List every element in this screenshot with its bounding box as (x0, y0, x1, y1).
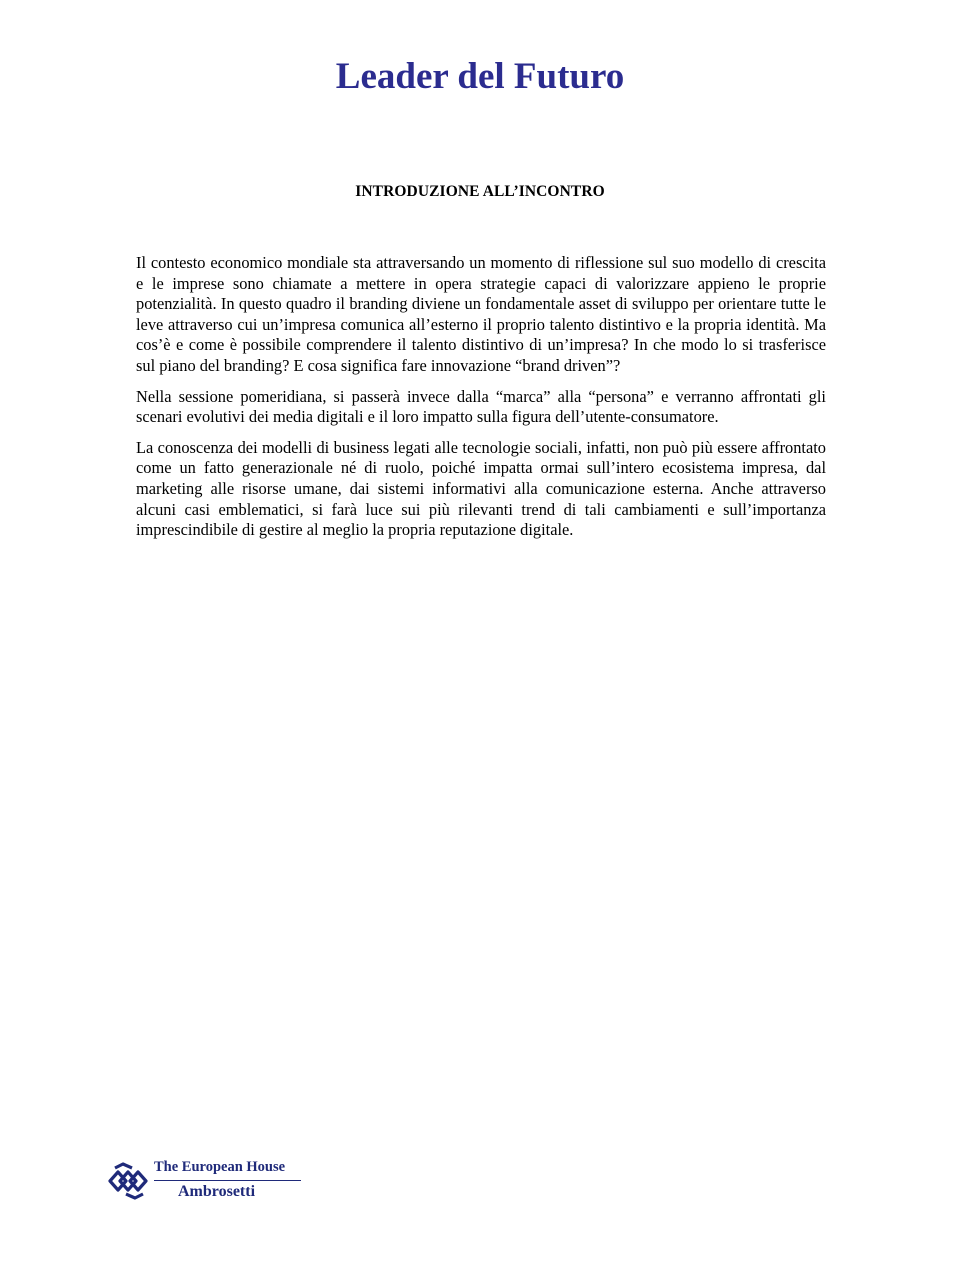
ambrosetti-logo-icon (106, 1160, 152, 1202)
logo-divider (154, 1180, 301, 1181)
page-title: Leader del Futuro (335, 56, 625, 97)
paragraph-2: Nella sessione pomeridiana, si passerà invece dalla “marca” alla “persona” e verranno affrontati gli scenari evolutivi dei media digitali e il loro impatto sulla figura dell’utente-consumatore. (136, 386, 826, 427)
body-text (136, 253, 826, 551)
section-heading: INTRODUZIONE ALL’INCONTRO (355, 183, 605, 200)
paragraph-3: La conoscenza dei modelli di business legati alle tecnologie sociali, infatti, non può più essere affrontato come un fatto generazionale né di ruolo, poiché impatta ormai sull’intero ecosistema impresa, dal marketing alle risorse umane, dai sistemi informativi alla comunicazione esterna. Anche attraverso alcuni casi emblematici, si farà luce sui più rilevanti trend di tali cambiamenti e sull’importanza imprescindibile di gestire al meglio la propria reputazione digitale. (136, 437, 826, 540)
footer-logo (106, 1158, 306, 1206)
logo-line-2: Ambrosetti (178, 1183, 256, 1200)
paragraph-1: Il contesto economico mondiale sta attraversando un momento di riflessione sul suo modello di crescita e le imprese sono chiamate a mettere in opera strategie capaci di valorizzare appieno le proprie potenzialità. In questo quadro il branding diviene un fondamentale asset di sviluppo per orientare tutte le leve attraverso cui un’impresa comunica all’esterno il proprio talento distintivo e la propria identità. Ma cos’è e come è possibile comprendere il talento distintivo di un’impresa? In che modo lo si trasferisce sul piano del branding? E cosa significa fare innovazione “brand driven”? (136, 253, 826, 375)
logo-line-1: The European House (154, 1159, 286, 1175)
